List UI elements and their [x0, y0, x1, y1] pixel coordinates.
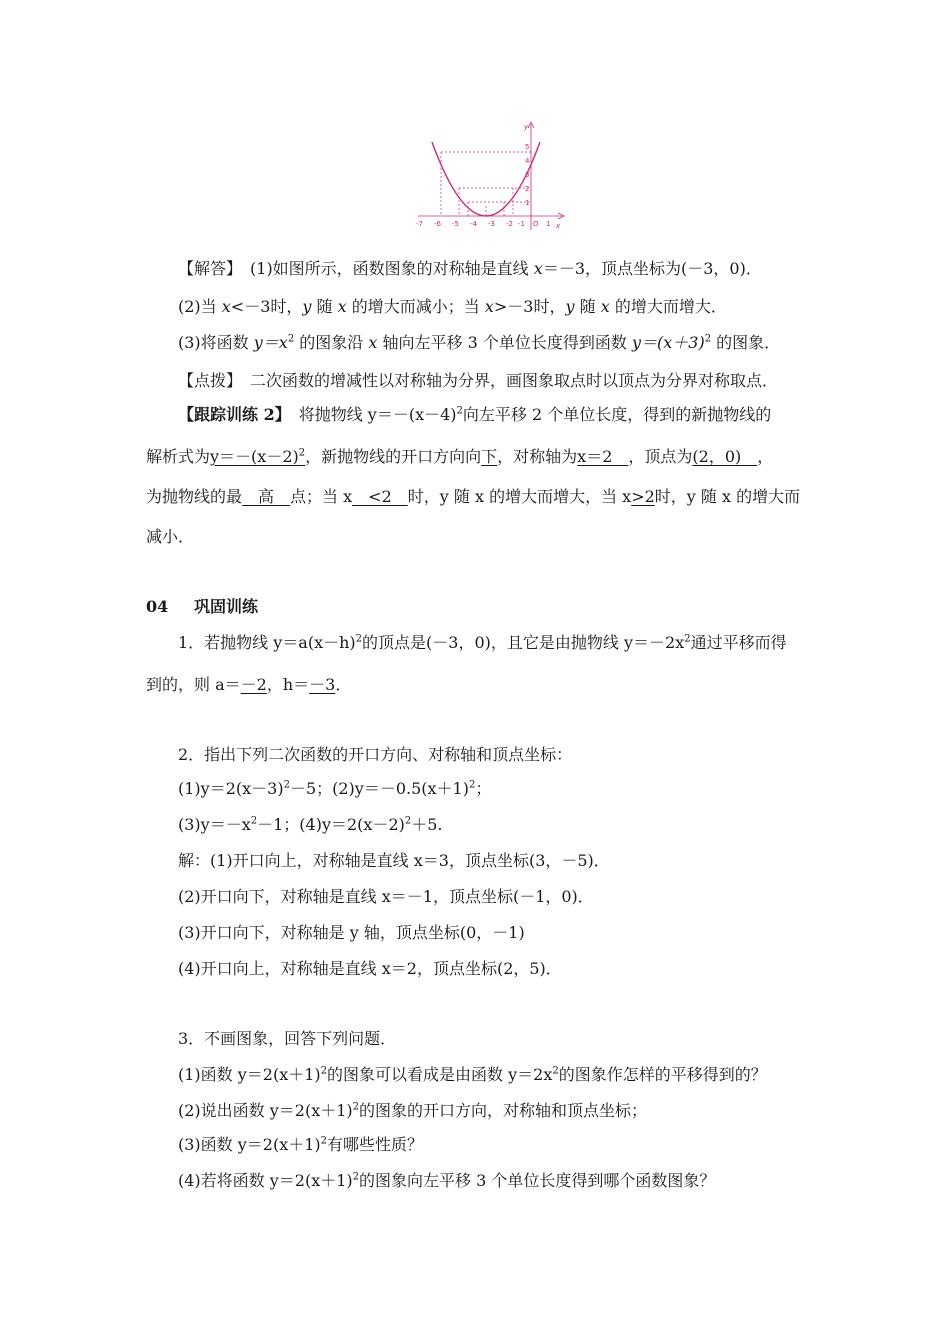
x-tick: 1 [546, 220, 551, 228]
section-heading [146, 596, 846, 618]
x-tick: -4 [470, 220, 477, 228]
y-tick: 1 [525, 199, 530, 207]
q1-line-1: 1．若抛物线 $y=a(x-h)^2$的顶点是(－3，0)，且它是由抛物线 $y=-2x^2$通过平移而得 [178, 633, 787, 652]
parabola-figure [412, 118, 572, 236]
q3-line-1: (1)函数 $y=2(x+1)^2$的图象可以看成是由函数 $y=2x^2$的图象作怎样的平移得到的？ [178, 1065, 767, 1084]
q3-title: 3．不画图象，回答下列问题． [178, 1029, 397, 1048]
answer-blank: <2 [352, 487, 408, 506]
solution-line-1: 【解答】 (1)如图所示，函数图象的对称轴是直线 x＝－3，顶点坐标为(－3，0)． [178, 259, 762, 278]
answer-blank: x＝2 [577, 447, 629, 466]
q2-line-2: $(3)y=-x^2-1$；$(4)y=2(x-2)^2+5$. [178, 815, 443, 834]
solution-line-2: (2)当 x<－3时，y 随 x 的增大而减小；当 x>－3时，y 随 x 的增大而增大． [178, 297, 727, 316]
parabola-curve [432, 142, 540, 216]
q2-title: 2．指出下列二次函数的开口方向、对称轴和顶点坐标： [178, 745, 573, 764]
q2-solution-3: (3)开口向下，对称轴是 y 轴，顶点坐标(0，－1) [178, 923, 525, 942]
follow-line-1: 【跟踪训练 2】 将抛物线 $y=-(x-4)^2$向左平移 2 个单位长度，得到的新抛物线的 [178, 405, 772, 424]
answer-blank: (2，0) [692, 447, 758, 466]
q2-line-1: $(1)y=2(x-3)^2-5$；$(2)y=-0.5(x+1)^2$； [178, 779, 492, 798]
follow-line-4: 减小． [146, 527, 195, 546]
answer-blank: $y=-(x-2)^2$ [210, 447, 306, 466]
q3-line-4: (4)若将函数 $y=2(x+1)^2$的图象向左平移 3 个单位长度得到哪个函数图象？ [178, 1171, 716, 1190]
follow-line-2: 解析式为$y=-(x-2)^2$，新抛物线的开口方向向下，对称轴为x＝2 ，顶点为(2，0) ， [146, 447, 774, 466]
answer-blank: 高 [242, 487, 291, 506]
x-axis-label: x [556, 222, 561, 230]
origin-label: O [533, 220, 539, 228]
guide-lines [441, 152, 531, 216]
y-tick: 4 [525, 157, 530, 165]
y-axis-label: y [524, 123, 529, 131]
q3-line-2: (2)说出函数 $y=2(x+1)^2$的图象的开口方向，对称轴和顶点坐标； [178, 1101, 648, 1120]
q2-solution-4: (4)开口向上，对称轴是直线 x＝2，顶点坐标(2，5)． [178, 959, 562, 978]
section-number: 04 [146, 597, 169, 616]
answer-blank: 下 [481, 447, 498, 466]
q1-line-2: 到的，则 a＝－2，h＝－3． [146, 675, 352, 694]
x-tick: -6 [434, 220, 441, 228]
solution-tag: 【解答】 [178, 259, 235, 278]
y-tick: 3 [525, 171, 530, 179]
q2-solution-1: 解：(1)开口向上，对称轴是直线 x＝3，顶点坐标(3，－5)． [178, 851, 610, 870]
x-tick: -1 [518, 220, 525, 228]
q2-solution-2: (2)开口向下，对称轴是直线 x＝－1，顶点坐标(－1，0)． [178, 887, 594, 906]
follow-line-3: 为抛物线的最 高 点；当 x <2 时，y 随 x 的增大而增大，当 x>2时，y 随 x 的增大而 [146, 487, 801, 506]
q3-line-3: (3)函数 $y=2(x+1)^2$有哪些性质？ [178, 1135, 424, 1154]
x-tick: -2 [506, 220, 513, 228]
y-tick: 2 [525, 185, 530, 193]
solution-line-3: (3)将函数 $y=x^2$ 的图象沿 x 轴向左平移 3 个单位长度得到函数 $y=(x+3)^2$ 的图象． [178, 333, 781, 352]
x-tick: -7 [416, 220, 423, 228]
tip-line: 【点拨】 二次函数的增减性以对称轴为分界，画图象取点时以顶点为分界对称取点． [178, 371, 779, 390]
answer-blank: －2 [240, 675, 267, 694]
x-tick: -5 [452, 220, 459, 228]
section-title: 巩固训练 [194, 597, 259, 616]
answer-blank: >2 [631, 487, 655, 506]
tip-tag: 【点拨】 [178, 371, 235, 390]
follow-tag: 【跟踪训练 2】 [178, 405, 283, 424]
y-tick: 5 [525, 143, 530, 151]
x-tick: -3 [488, 220, 495, 228]
answer-blank: －3 [309, 675, 336, 694]
